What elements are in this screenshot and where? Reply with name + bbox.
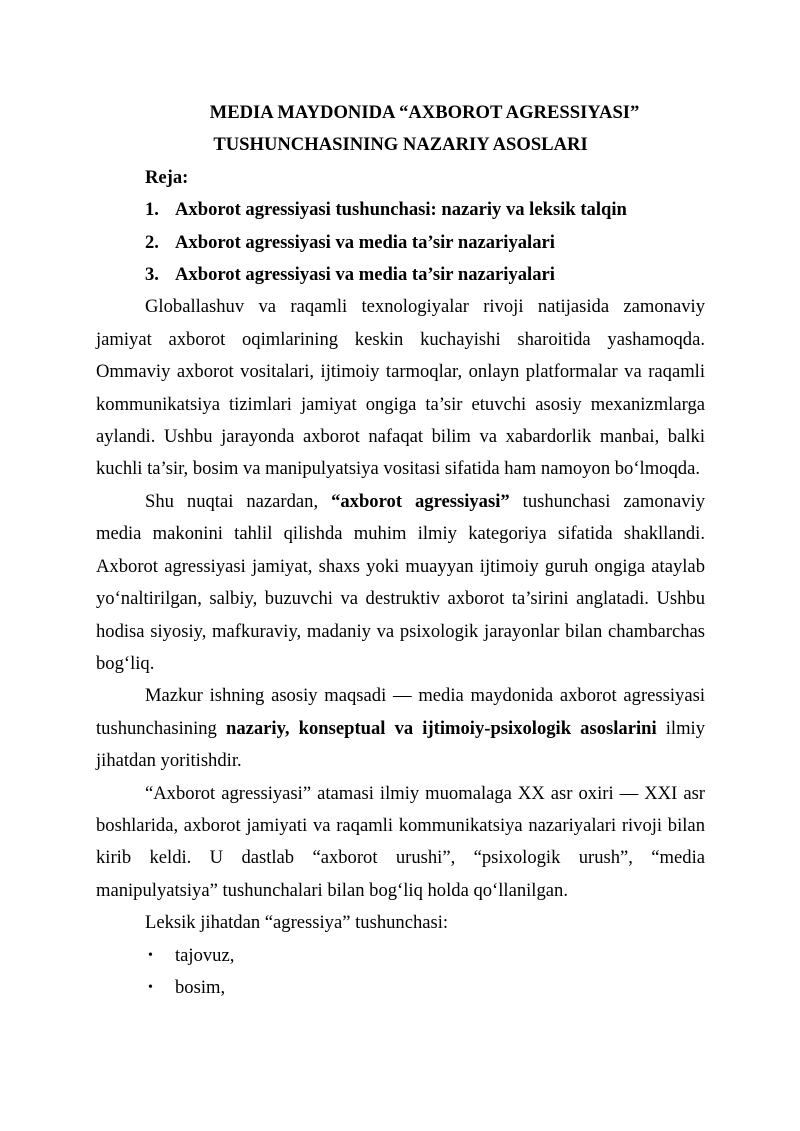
bullet-item-label: tajovuz, [175, 944, 235, 966]
text-run: ilmiy jihatdan yoritishdir. [96, 717, 706, 772]
paragraph [96, 291, 705, 485]
bullet-item [96, 972, 705, 1004]
bullet-item [96, 940, 705, 972]
bullet-item-label: bosim, [175, 976, 226, 998]
text-run: nazariy, konseptual va ijtimoiy-psixologik asoslarini [225, 717, 657, 739]
title-line-2: TUSHUNCHASINING NAZARIY ASOSLARI [213, 134, 588, 156]
plan-item [96, 194, 705, 226]
title-line-1: MEDIA MAYDONIDA “AXBOROT AGRESSIYASI” [209, 102, 640, 123]
plan-item-label: Axborot agressiyasi va media ta’sir nazariyalari [175, 264, 555, 286]
text-run: tushunchasi zamonaviy media makonini tahlil qilishda muhim ilmiy kategoriya sifatida shakllandi. Axborot agressiyasi jamiyat, shaxs yoki muayyan ijtimoiy guruh ongiga ataylab yo‘naltirilgan, salbiy, buzuvchi va destruktiv axborot ta’sirini anglatadi. Ushbu hodisa siyosiy, mafkuraviy, madaniy va psixologik jarayonlar bilan chambarchas bog‘liq. [96, 490, 705, 674]
paragraph [96, 778, 705, 908]
document-title [96, 97, 705, 162]
plan-item-number: 2. [145, 231, 159, 253]
text-run: “axborot agressiyasi” [331, 490, 510, 512]
bullet-list [96, 940, 705, 1005]
plan-item-label: Axborot agressiyasi tushunchasi: nazariy va leksik talqin [175, 199, 627, 221]
plan-item-label: Axborot agressiyasi va media ta’sir nazariyalari [175, 231, 555, 253]
bullet-marker-icon: • [148, 947, 153, 963]
plan-heading: Reja: [145, 166, 189, 188]
body-paragraphs [96, 291, 705, 939]
text-run: Globallashuv va raqamli texnologiyalar rivoji natijasida zamonaviy jamiyat axborot oqimlarining keskin kuchayishi sharoitida yashamoqda. Ommaviy axborot vositalari, ijtimoiy tarmoqlar, onlayn platformalar va raqamli kommunikatsiya tizimlari jamiyat ongiga ta’sir etuvchi asosiy mexanizmlarga aylandi. Ushbu jarayonda axborot nafaqat bilim va xabardorlik manbai, balki kuchli ta’sir, bosim va manipulyatsiya vositasi sifatida ham namoyon bo‘lmoqda. [96, 296, 705, 480]
paragraph [96, 680, 705, 777]
plan-item-number: 3. [145, 264, 159, 286]
paragraph [96, 486, 705, 680]
text-run: “Axborot agressiyasi” atamasi ilmiy muomalaga XX asr oxiri — XXI asr boshlarida, axborot jamiyati va raqamli kommunikatsiya nazariyalari rivoji bilan kirib keldi. U dastlab “axborot urushi”, “psixologik urush”, “media manipulyatsiya” tushunchalari bilan bog‘liq holda qo‘llanilgan. [96, 782, 705, 901]
plan-item [96, 227, 705, 259]
text-run: Shu nuqtai nazardan, [145, 490, 332, 512]
plan-item [96, 259, 705, 291]
plan-item-number: 1. [145, 199, 159, 221]
paragraph [96, 907, 705, 939]
text-run: Leksik jihatdan “agressiya” tushunchasi: [145, 912, 449, 934]
bullet-marker-icon: • [148, 979, 153, 995]
plan-list [96, 194, 705, 291]
text-run: Mazkur ishning asosiy maqsadi — media maydonida axborot agressiyasi tushunchasining [96, 685, 705, 739]
